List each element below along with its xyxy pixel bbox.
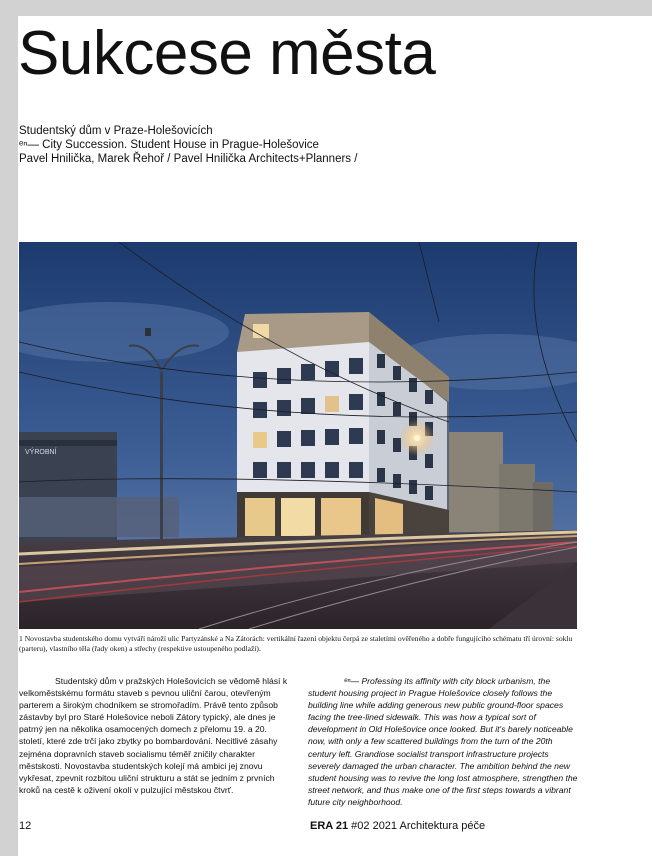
- body-text-en: [308, 675, 580, 808]
- footer-masthead: [310, 820, 485, 832]
- building-photo: [19, 242, 577, 629]
- body-paragraph-cz: Studentský dům v pražských Holešovicích se vědomě hlásí k velkoměstskému formátu staveb s pevnou uliční čarou, otevřeným parterem a širokým chodníkem se stromořadím. Právě tento způsob zástavby byl pro Staré Holešovice neboli Zátory typický, ale dnes je patrný jen na několika osamocených domech z přelomu 19. a 20. století, které zde trčí jako zbytky po bombardování. Necitlivé zásahy zejména dopravních staveb socialismu téměř zničily charakter městskosti. Novostavba studentských kolejí má ambici jej znovu vykřesat, zpevnit rozbitou uliční strukturu a stát se jedním z prvních kroků na cestě k oživení okolí v pulzující městskou čtvrť.: [19, 676, 288, 795]
- subtitle-cz: Studentský dům v Praze-Holešovicích: [19, 125, 213, 137]
- subtitle-en: ᵉⁿ— City Succession. Student House in Prague-Holešovice: [19, 139, 319, 151]
- authors: Pavel Hnilička, Marek Řehoř / Pavel Hnilička Architects+Planners /: [19, 153, 358, 165]
- magazine-name: ERA 21: [310, 820, 349, 832]
- issue-info: #02 2021 Architektura péče: [348, 820, 486, 832]
- page-number: 12: [19, 820, 32, 832]
- building-sign: VÝROBNÍ: [25, 449, 57, 456]
- photo-caption: 1 Novostavba studentského domu vytváří nároží ulic Partyzánské a Na Zátorách: vertikální řazení objektu čerpá ze staletími ověřeného a dobře fungujícího schématu tří úrovní: soklu (parteru), vlastního těla (řady oken) a střechy (respektive ustoupeného podlaží).: [19, 634, 573, 653]
- article-title: Sukcese města: [18, 19, 436, 88]
- body-text-cz: [19, 675, 291, 796]
- body-paragraph-en: ᵉⁿ— Professing its affinity with city block urbanism, the student housing project in Prague Holešovice closely follows the building line while adding generous new public ground-floor spaces facing the tree-lined sidewalk. This was how a typical sort of development in Old Holešovice once looked. But it's barely noticeable now, with only a few scattered buildings from the turn of the 20th century left. Grandiose socialist transport infrastructure projects severely damaged the urban character. The ambition behind the new student housing was to revive the long lost atmosphere, strengthen the street network, and thus make one of the first steps towards a vibrant future city neighborhood.: [308, 676, 578, 807]
